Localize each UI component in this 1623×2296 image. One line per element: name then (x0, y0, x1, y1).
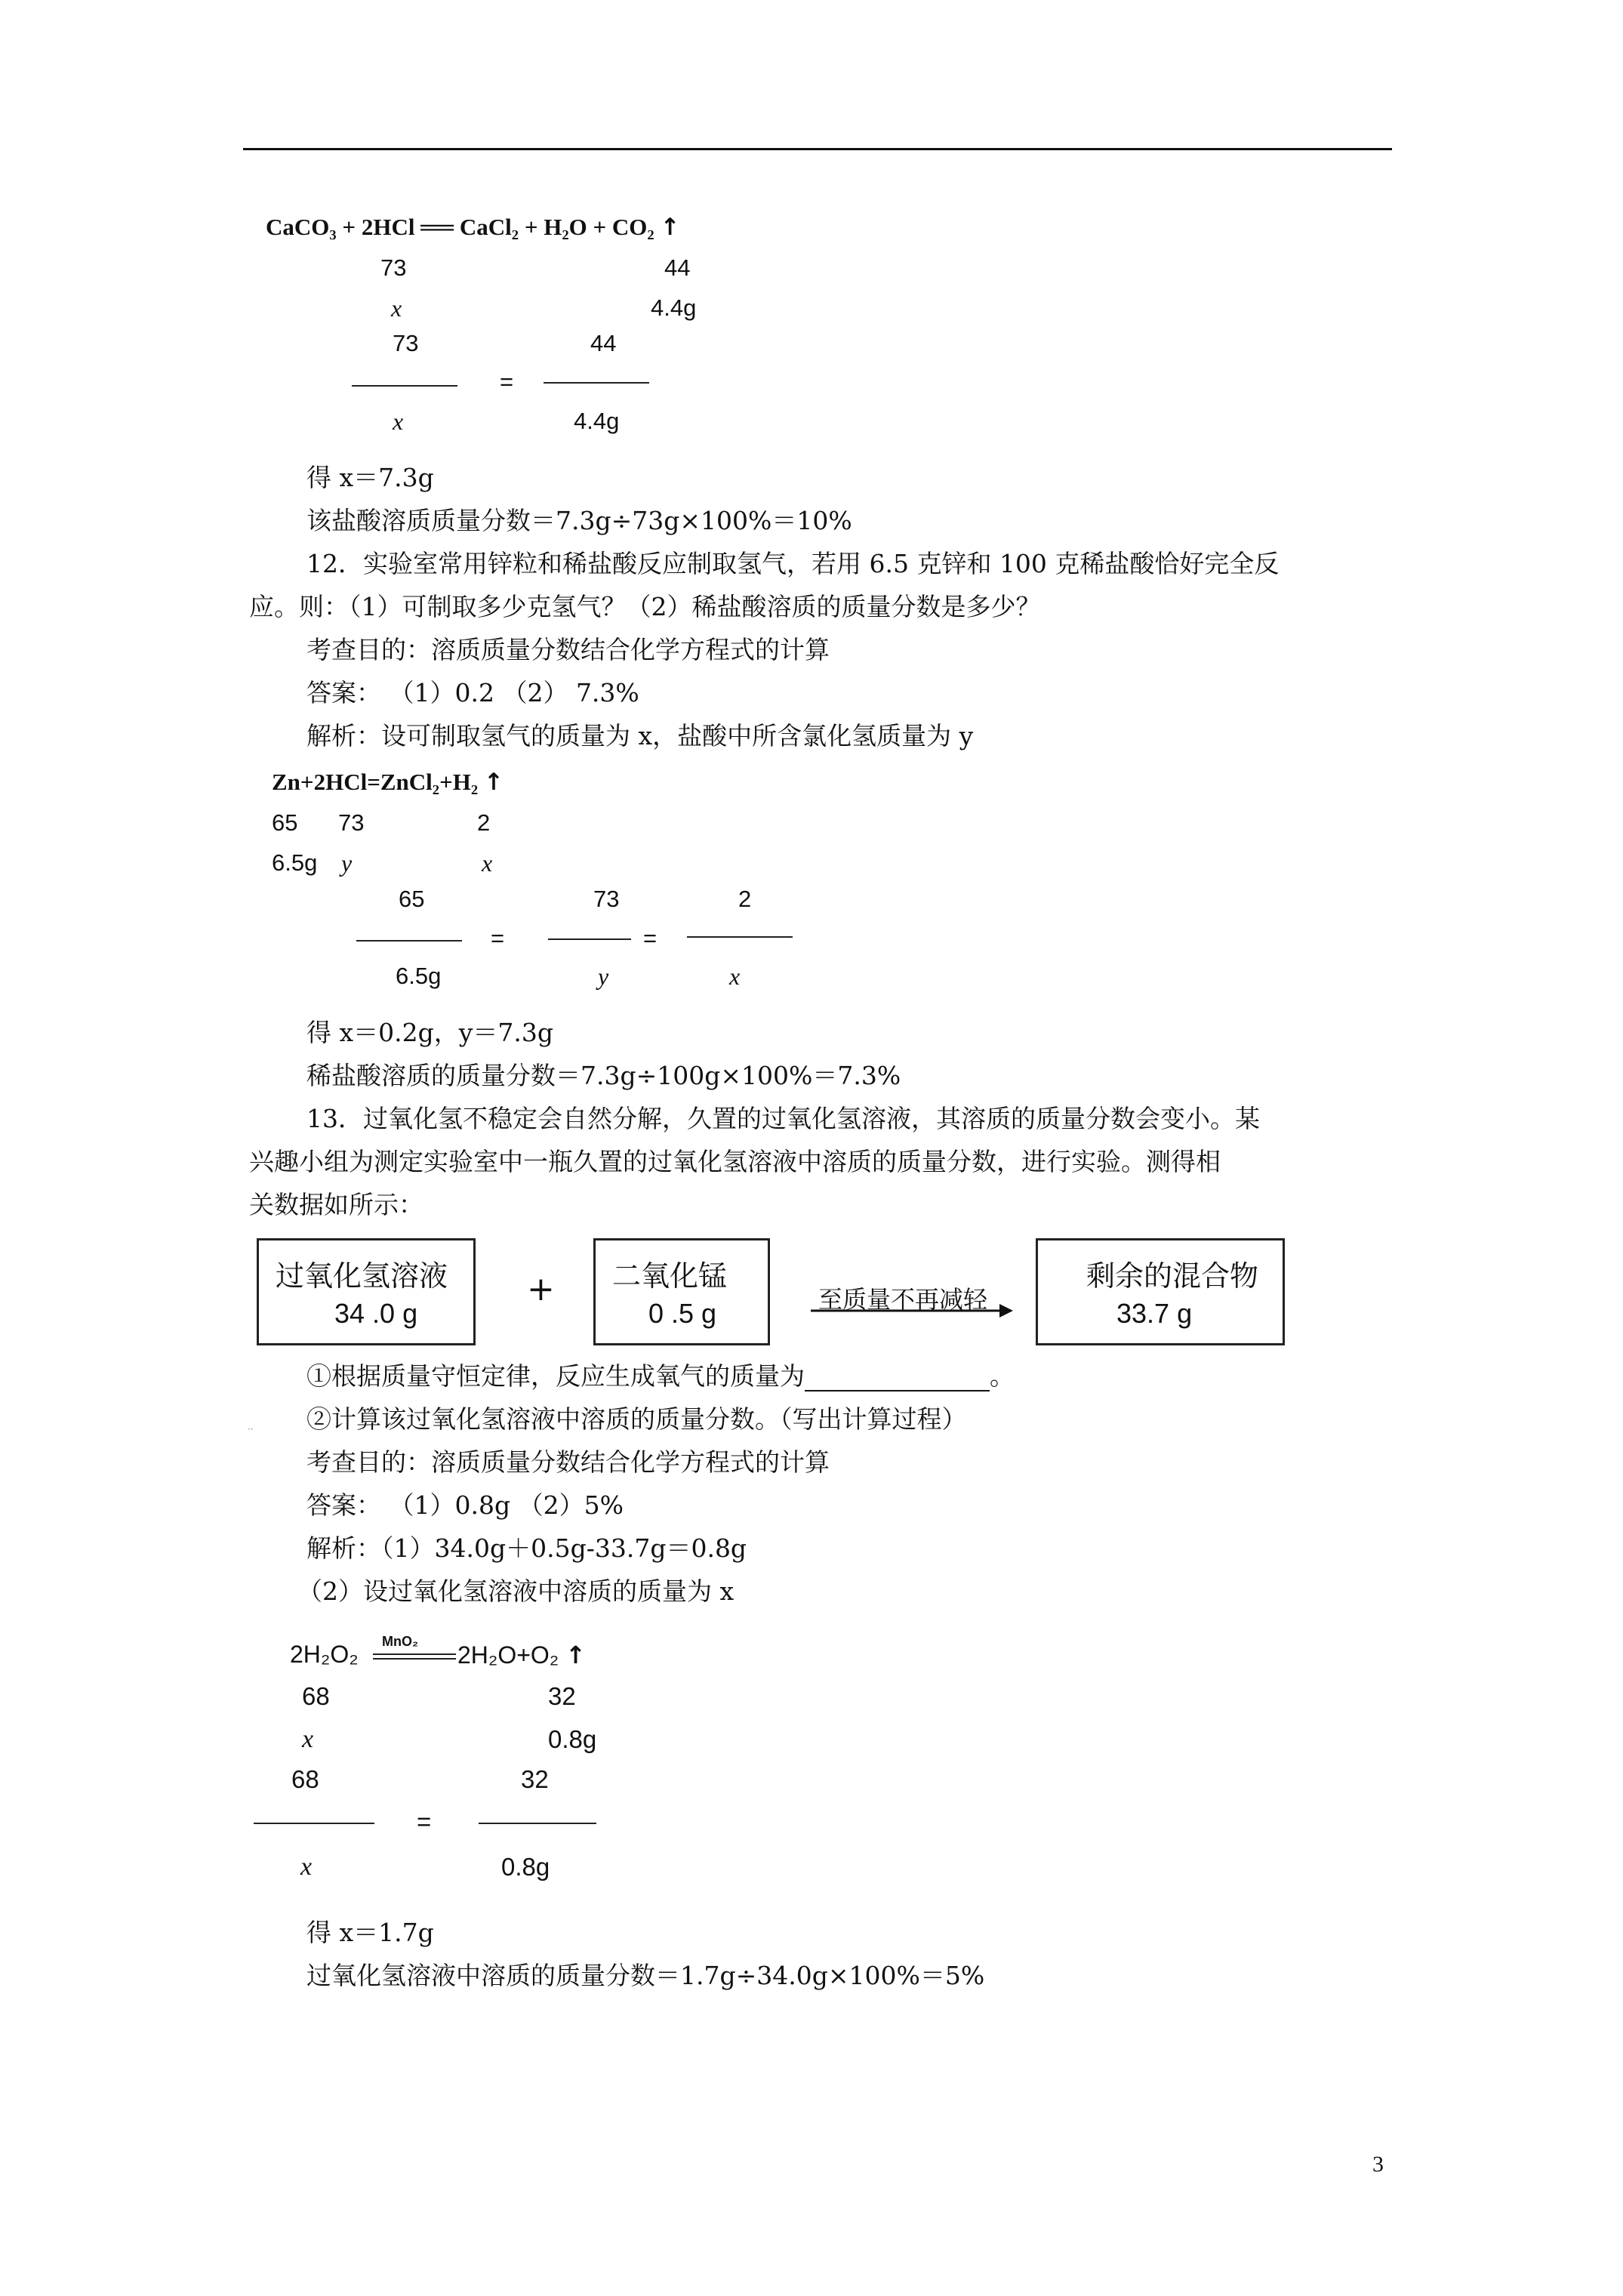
purpose-line: 考查目的：溶质质量分数结合化学方程式的计算 (306, 635, 830, 664)
h2o2-solution-box (257, 1238, 476, 1345)
stray-mark: ·· (248, 1424, 254, 1435)
result-line: 得 x＝0.2g，y＝7.3g (306, 1018, 553, 1047)
conclusion-line: 稀盐酸溶质的质量分数＝7.3g÷100g×100%＝7.3% (306, 1061, 901, 1090)
fraction-numerator: 32 (521, 1765, 549, 1793)
arrow-label: 至质量不再减轻 (818, 1285, 988, 1314)
ratio-value: 6.5g (272, 849, 318, 876)
fraction-denominator: 6.5g (396, 963, 442, 989)
zn-equation: Zn+2HCl=ZnCl₂+H₂ ↑ (272, 769, 504, 796)
fraction-denominator: 0.8g (501, 1853, 550, 1881)
box-value: 34 .0 g (334, 1298, 418, 1329)
fraction-numerator: 65 (399, 886, 425, 912)
caco3-equation: CaCO₃ + 2HCl ══ CaCl₂ + H₂O + CO₂ ↑ (266, 214, 680, 241)
analysis-line: 解析：设可制取氢气的质量为 x，盐酸中所含氯化氢质量为 y (306, 721, 974, 750)
ratio-variable: x (302, 1725, 314, 1753)
ratio-variable: x (482, 849, 493, 877)
fraction-denominator: x (729, 963, 741, 990)
plus-sign: + (527, 1270, 555, 1308)
fraction-numerator: 44 (590, 330, 617, 356)
remaining-mixture-box (1036, 1238, 1285, 1345)
fraction-bar (479, 1823, 596, 1824)
fraction-bar (352, 385, 457, 387)
question-text: 应。则：（1）可制取多少克氢气？（2）稀盐酸溶质的质量分数是多少？ (249, 592, 1041, 621)
fraction-denominator: y (598, 963, 609, 990)
analysis-line: 解析：（1）34.0g＋0.5g-33.7g＝0.8g (306, 1533, 747, 1563)
question-text: 13．过氧化氢不稳定会自然分解，久置的过氧化氢溶液，其溶质的质量分数会变小。某 (306, 1104, 1260, 1133)
fraction-numerator: 68 (291, 1765, 319, 1793)
fraction-numerator: 73 (393, 330, 419, 356)
equals-sign: = (491, 925, 505, 951)
reaction-arrow (808, 1302, 1016, 1320)
h2o2-equation-left: 2H₂O₂ (290, 1641, 359, 1668)
ratio-value: 0.8g (548, 1725, 597, 1753)
equals-sign: = (500, 368, 514, 395)
ratio-value: 2 (477, 809, 491, 836)
ratio-value: 73 (380, 254, 407, 281)
fraction-denominator: x (393, 408, 404, 435)
box-value: 0 .5 g (648, 1298, 717, 1329)
h2o2-equation-right: 2H₂O+O₂ ↑ (457, 1641, 586, 1669)
fraction-denominator: x (300, 1853, 313, 1881)
fraction-bar (544, 382, 649, 384)
ratio-value: 32 (548, 1682, 576, 1710)
conclusion-line: 过氧化氢溶液中溶质的质量分数＝1.7g÷34.0g×100%＝5% (306, 1961, 985, 1990)
equals-sign: = (643, 925, 658, 951)
catalyst-label: MnO₂ (382, 1634, 418, 1649)
fraction-bar (548, 938, 631, 940)
page-number: 3 (1372, 2152, 1384, 2177)
ratio-value: 65 (272, 809, 298, 836)
fraction-bar (254, 1823, 374, 1824)
purpose-line: 考查目的：溶质质量分数结合化学方程式的计算 (306, 1447, 830, 1477)
sub-question-1: ①根据质量守恒定律，反应生成氧气的质量为 。 (306, 1361, 1015, 1391)
equals-sign: = (417, 1808, 432, 1835)
reaction-bar (373, 1653, 456, 1655)
fraction-denominator: 4.4g (574, 408, 620, 434)
analysis-line: （2）设过氧化氢溶液中溶质的质量为 x (297, 1576, 735, 1606)
fraction-bar (687, 936, 793, 938)
question-text: 12．实验室常用锌粒和稀盐酸反应制取氢气，若用 6.5 克锌和 100 克稀盐酸恰好完全反 (306, 549, 1280, 578)
ratio-value: 44 (664, 254, 691, 281)
box-value: 33.7 g (1116, 1298, 1193, 1329)
answer-blank (805, 1366, 990, 1391)
fraction-numerator: 2 (738, 886, 752, 912)
reaction-bar (373, 1658, 456, 1660)
sub-question-2: ②计算该过氧化氢溶液中溶质的质量分数。（写出计算过程） (306, 1404, 967, 1434)
header-rule (243, 148, 1392, 150)
answer-line: 答案： （1）0.8g （2）5% (306, 1490, 624, 1520)
conclusion-line: 该盐酸溶质质量分数＝7.3g÷73g×100%＝10% (306, 506, 852, 535)
box-label: 剩余的混合物 (1086, 1259, 1259, 1293)
answer-line: 答案： （1）0.2 （2） 7.3% (306, 678, 639, 707)
box-label: 二氧化锰 (612, 1259, 728, 1293)
ratio-value: 4.4g (651, 294, 697, 321)
question-text: 关数据如所示： (249, 1190, 423, 1219)
box-label: 过氧化氢溶液 (276, 1259, 448, 1293)
ratio-variable: x (391, 294, 402, 322)
fraction-numerator: 73 (593, 886, 620, 912)
fraction-bar (356, 940, 462, 942)
question-text: 兴趣小组为测定实验室中一瓶久置的过氧化氢溶液中溶质的质量分数，进行实验。测得相 (249, 1147, 1221, 1176)
result-line: 得 x＝7.3g (306, 463, 434, 492)
result-line: 得 x＝1.7g (306, 1918, 434, 1947)
mno2-box (593, 1238, 770, 1345)
ratio-variable: y (341, 849, 353, 877)
ratio-value: 73 (338, 809, 365, 836)
ratio-value: 68 (302, 1682, 330, 1710)
